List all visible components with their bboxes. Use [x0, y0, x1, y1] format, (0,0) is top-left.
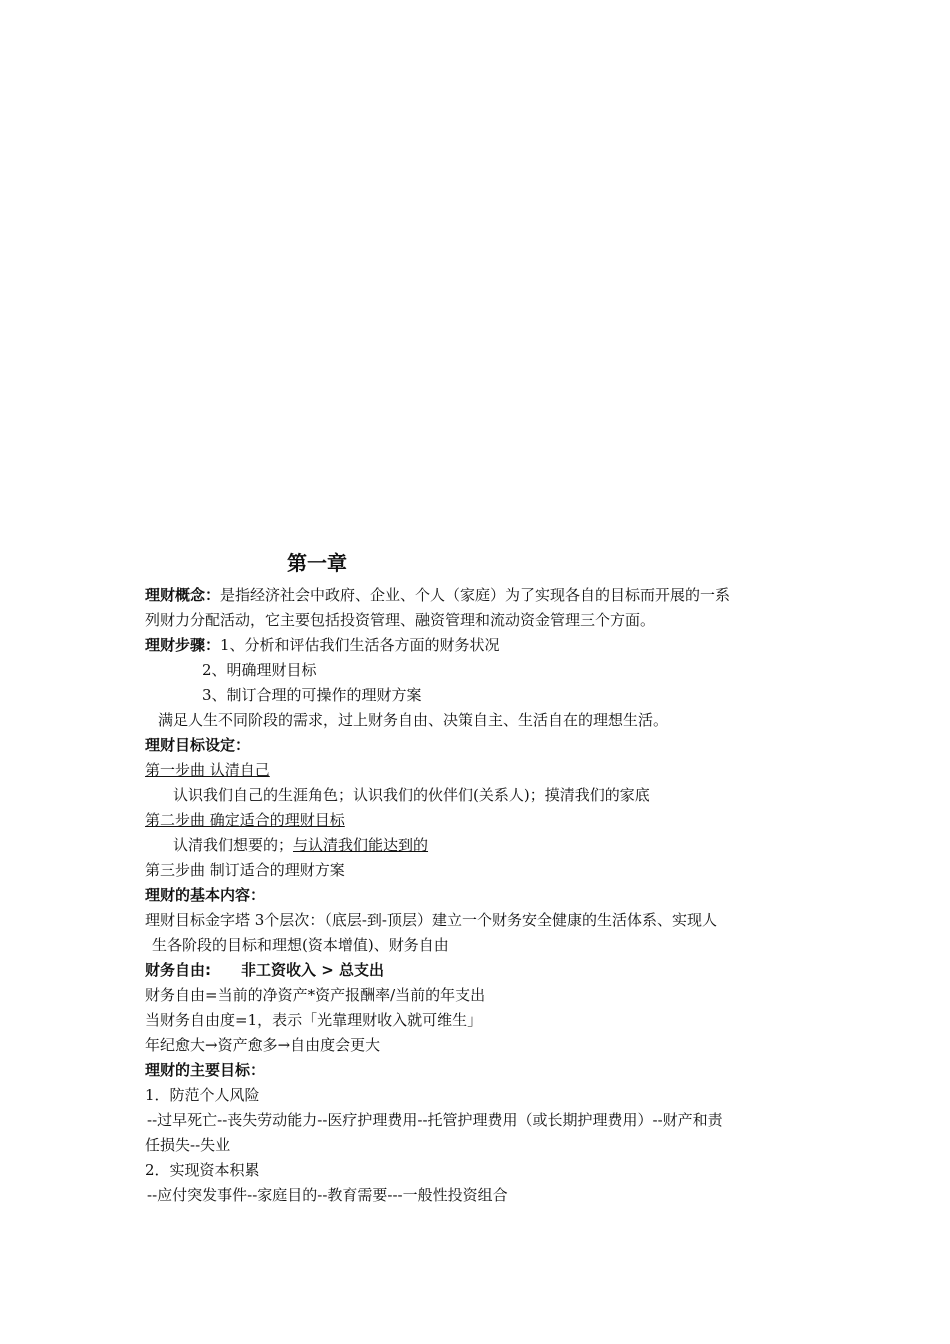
goal-1-detail-2: 任损失--失业: [145, 1136, 231, 1154]
freedom-formula: 非工资收入 > 总支出: [241, 961, 385, 979]
step-two-title: [145, 808, 815, 833]
freedom-line-2: 当财务自由度=1，表示「光靠理财收入就可维生」: [145, 1011, 483, 1029]
step-two-text-b: 与认清我们能达到的: [293, 836, 429, 854]
step-3: 3、制订合理的可操作的理财方案: [202, 686, 422, 704]
step-1: 1、分析和评估我们生活各方面的财务状况: [220, 636, 500, 654]
goal-setting-heading: 理财目标设定：: [145, 736, 251, 754]
step-three-title: 第三步曲 制订适合的理财方案: [145, 861, 345, 879]
concept-line-2: 列财力分配活动，它主要包括投资管理、融资管理和流动资金管理三个方面。: [145, 611, 656, 629]
steps-label: 理财步骤：: [145, 636, 221, 654]
step-two-text: [145, 833, 815, 858]
freedom-line-3: 年纪愈大→资产愈多→自由度会更大: [145, 1036, 381, 1054]
step-one-title-text: 第一步曲 认清自己: [145, 761, 270, 779]
goal-2: 2．实现资本积累: [145, 1161, 260, 1179]
freedom-line-1: 财务自由=当前的净资产*资产报酬率/当前的年支出: [145, 986, 486, 1004]
step-one-title: [145, 758, 815, 783]
basics-line-2: 生各阶段的目标和理想(资本增值)、财务自由: [152, 936, 449, 954]
document-body: [145, 549, 815, 1208]
step-2: 2、明确理财目标: [202, 661, 317, 679]
freedom-line: [145, 958, 815, 983]
step-two-title-text: 第二步曲 确定适合的理财目标: [145, 811, 345, 829]
chapter-title: 第一章: [287, 551, 347, 575]
concept-text-1: 是指经济社会中政府、企业、个人（家庭）为了实现各自的目标而开展的一系: [220, 586, 731, 604]
goal-1-detail-1: --过早死亡--丧失劳动能力--医疗护理费用--托管护理费用（或长期护理费用）--财产和责: [147, 1111, 723, 1129]
freedom-label: 财务自由:: [145, 961, 211, 979]
concept-line-1: [145, 583, 815, 608]
basics-heading: 理财的基本内容：: [145, 886, 266, 904]
steps-summary: 满足人生不同阶段的需求，过上财务自由、决策自主、生活自在的理想生活。: [158, 711, 669, 729]
basics-line-1: 理财目标金字塔 3个层次：（底层-到-顶层）建立一个财务安全健康的生活体系、实现人: [145, 911, 717, 929]
goal-1: 1．防范个人风险: [145, 1086, 260, 1104]
main-goals-heading: 理财的主要目标：: [145, 1061, 266, 1079]
goal-2-detail: --应付突发事件--家庭目的--教育需要---一般性投资组合: [147, 1186, 508, 1204]
step-one-text: 认识我们自己的生涯角色；认识我们的伙伴们(关系人)；摸清我们的家底: [173, 786, 650, 804]
step-two-text-a: 认清我们想要的；: [173, 836, 294, 854]
concept-label: 理财概念：: [145, 586, 221, 604]
steps-line-1: [145, 633, 815, 658]
